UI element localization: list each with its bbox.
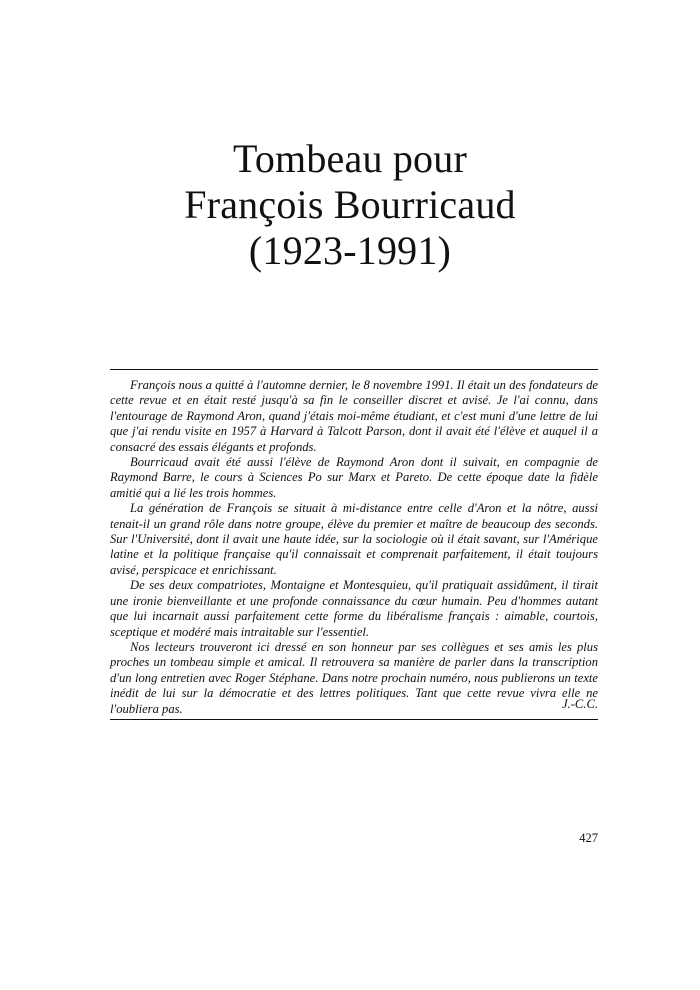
- top-divider: [110, 369, 598, 370]
- page-title: [0, 136, 700, 274]
- paragraph: François nous a quitté à l'automne dernier, le 8 novembre 1991. Il était un des fondateurs de cette revue et en était resté jusqu'à sa fin le conseiller discret et avisé. Je l'ai connu, dans l'entourage de Raymond Aron, quand j'étais moi-même étudiant, et c'est muni d'une lettre de lui que j'ai rendu visite en 1957 à Harvard à Talcott Parson, dont il avait été l'élève et auquel il a consacré des essais élégants et profonds.: [110, 378, 598, 454]
- paragraph: La génération de François se situait à mi-distance entre celle d'Aron et la nôtre, aussi tenait-il un grand rôle dans notre groupe, élève du premier et maître de beaucoup des seconds. Sur l'Université, dont il avait une haute idée, sur la sociologie où il était savant, sur l'Amérique latine et la politique française qu'il connaissait et comprenait parfaitement, il était toujours avisé, perspicace et enrichissant.: [110, 501, 598, 577]
- paragraph: De ses deux compatriotes, Montaigne et Montesquieu, qu'il pratiquait assidûment, il tirait une ironie bienveillante et une profonde connaissance du cœur humain. Peu d'hommes autant que lui incarnait aussi parfaitement cette forme du libéralisme français : aimable, courtois, sceptique et modéré mais intraitable sur l'essentiel.: [110, 578, 598, 639]
- tribute-text: [110, 378, 598, 717]
- page-number: 427: [579, 831, 598, 845]
- title-line-2: François Bourricaud: [184, 182, 516, 227]
- title-line-1: Tombeau pour: [233, 136, 467, 181]
- title-line-3: (1923-1991): [248, 228, 452, 273]
- bottom-divider: [110, 719, 598, 720]
- paragraph: Nos lecteurs trouveront ici dressé en son honneur par ses collègues et ses amis les plus proches un tombeau simple et amical. Il retrouvera sa manière de parler dans la transcription d'un long entretien avec Roger Stéphane. Dans notre prochain numéro, nous publierons un texte inédit de lui sur la démocratie et des lettres politiques. Tant que cette revue vivra elle ne l'oubliera pas.: [110, 639, 598, 716]
- paragraph: Bourricaud avait été aussi l'élève de Raymond Aron dont il suivait, en compagnie de Raymond Barre, le cours à Sciences Po sur Marx et Pareto. De cette époque date la fidèle amitié qui a lié les trois hommes.: [110, 455, 598, 500]
- author-signature: J.-C.C.: [561, 697, 598, 711]
